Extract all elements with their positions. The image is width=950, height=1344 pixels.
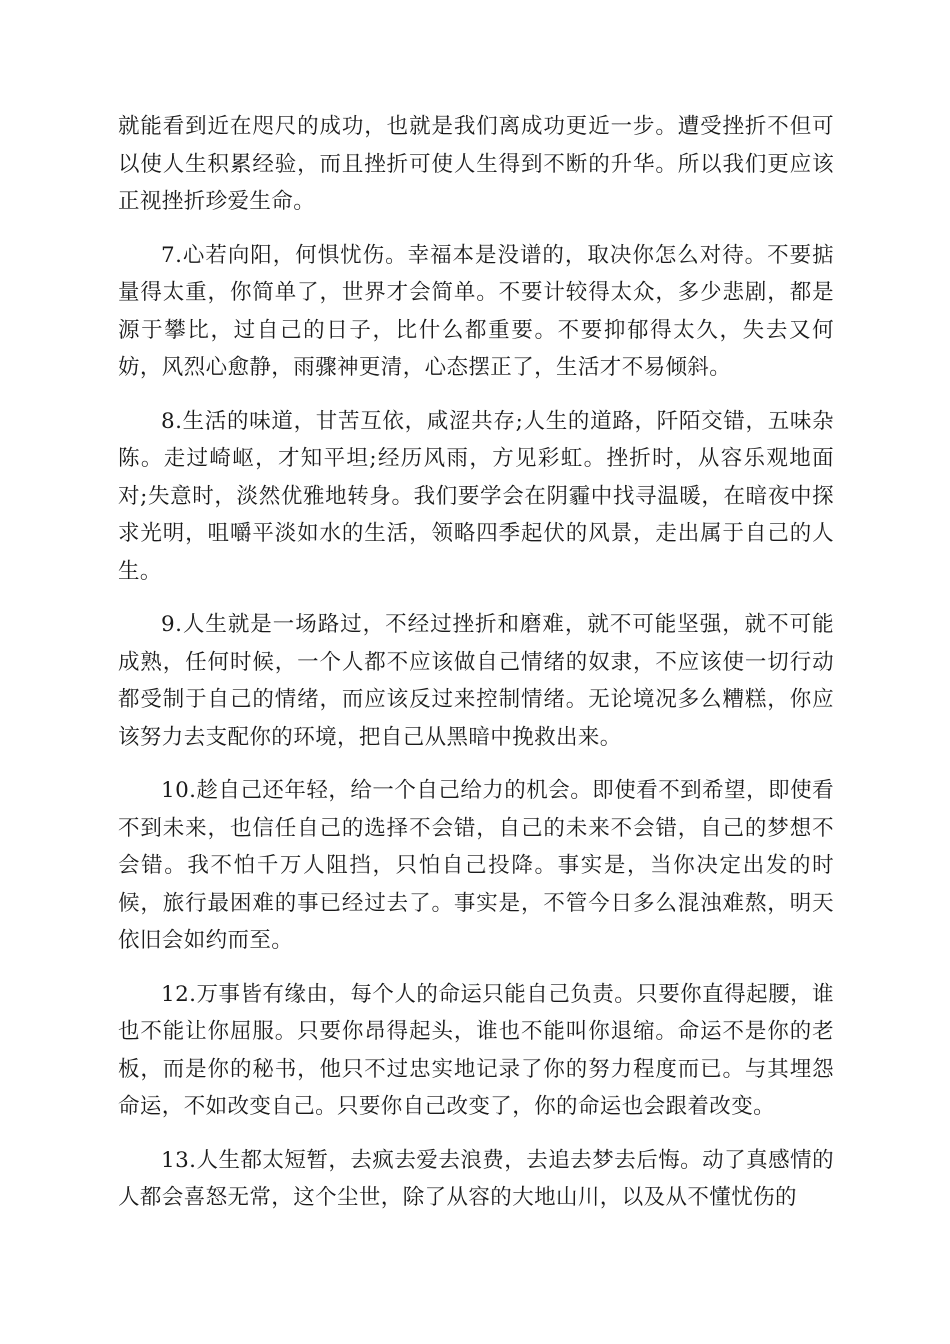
paragraph-7: 7.心若向阳，何惧忧伤。幸福本是没谱的，取决你怎么对待。不要掂量得太重，你简单了，世界才会简单。不要计较得太众，多少悲剧，都是源于攀比，过自己的日子，比什么都重要。不要抑郁得太久，失去又何妨，风烈心愈静，雨骤神更清，心态摆正了，生活才不易倾斜。	[118, 242, 834, 380]
paragraph-8: 8.生活的味道，甘苦互依，咸涩共存;人生的道路，阡陌交错，五味杂陈。走过崎岖，才知平坦;经历风雨，方见彩虹。挫折时，从容乐观地面对;失意时，淡然优雅地转身。我们要学会在阴霾中找寻温暖，在暗夜中探求光明，咀嚼平淡如水的生活，领略四季起伏的风景，走出属于自己的人生。	[118, 408, 834, 584]
paragraph-9: 9.人生就是一场路过，不经过挫折和磨难，就不可能坚强，就不可能成熟，任何时候，一个人都不应该做自己情绪的奴隶，不应该使一切行动都受制于自己的情绪，而应该反过来控制情绪。无论境况多么糟糕，你应该努力去支配你的环境，把自己从黑暗中挽救出来。	[118, 612, 834, 750]
paragraph-10: 10.趁自己还年轻，给一个自己给力的机会。即使看不到希望，即使看不到未来，也信任自己的选择不会错，自己的未来不会错，自己的梦想不会错。我不怕千万人阻挡，只怕自己投降。事实是，当你决定出发的时候，旅行最困难的事已经过去了。事实是，不管今日多么混浊难熬，明天依旧会如约而至。	[118, 778, 834, 953]
document-page	[118, 108, 834, 1233]
paragraph-13: 13.人生都太短暂，去疯去爱去浪费，去追去梦去后悔。动了真感情的人都会喜怒无常，这个尘世，除了从容的大地山川，以及从不懂忧伤的	[118, 1147, 834, 1210]
paragraph-continued: 就能看到近在咫尺的成功，也就是我们离成功更近一步。遭受挫折不但可以使人生积累经验，而且挫折可使人生得到不断的升华。所以我们更应该正视挫折珍爱生命。	[118, 114, 834, 214]
paragraph-12: 12.万事皆有缘由，每个人的命运只能自己负责。只要你直得起腰，谁也不能让你屈服。只要你昂得起头，谁也不能叫你退缩。命运不是你的老板，而是你的秘书，他只不过忠实地记录了你的努力程度而已。与其埋怨命运，不如改变自己。只要你自己改变了，你的命运也会跟着改变。	[118, 981, 834, 1119]
